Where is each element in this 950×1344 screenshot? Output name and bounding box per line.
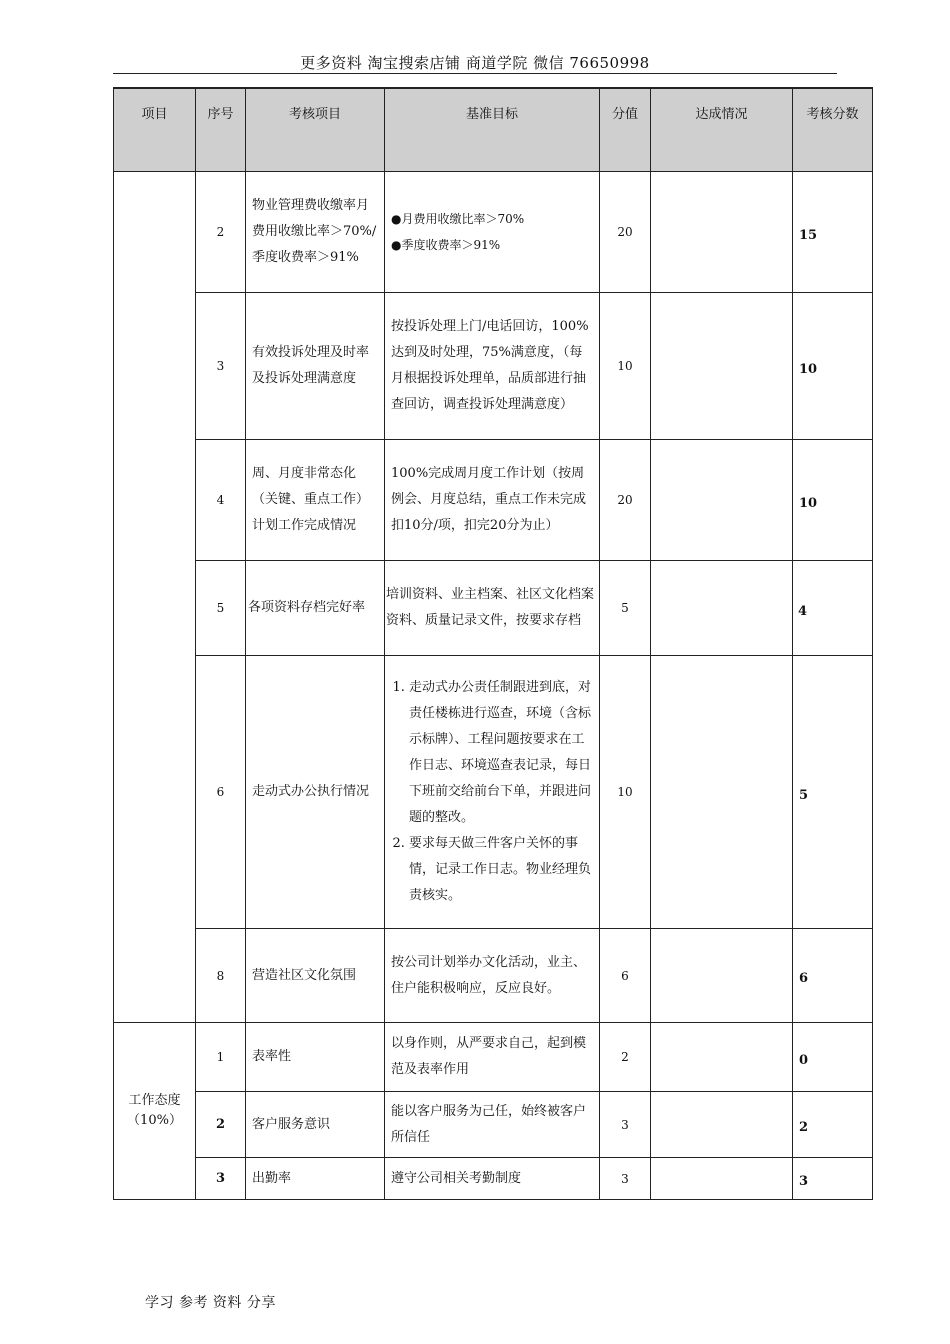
achieved-cell (651, 1092, 793, 1158)
result-cell: 4 (793, 561, 873, 656)
item-cell: 各项资料存档完好率 (246, 561, 385, 656)
column-header-score: 分值 (600, 88, 651, 172)
result-cell: 5 (793, 656, 873, 929)
target-line: ●季度收费率＞91% (391, 238, 501, 252)
column-header-category: 项目 (114, 88, 196, 172)
target-cell: 100%完成周月度工作计划（按周例会、月度总结，重点工作未完成扣10分/项，扣完20分为止） (385, 440, 600, 561)
assessment-table (113, 87, 873, 1200)
table-row (114, 561, 873, 656)
target-line: ●月费用收缴比率＞70% (391, 212, 525, 226)
score-cell: 20 (600, 172, 651, 293)
seq-cell: 5 (196, 561, 246, 656)
score-cell: 5 (600, 561, 651, 656)
target-cell: 培训资料、业主档案、社区文化档案资料、质量记录文件，按要求存档 (385, 561, 600, 656)
seq-cell: 3 (196, 1158, 246, 1200)
column-header-item: 考核项目 (246, 88, 385, 172)
item-cell: 营造社区文化氛围 (246, 929, 385, 1023)
target-cell: 遵守公司相关考勤制度 (385, 1158, 600, 1200)
column-header-result: 考核分数 (793, 88, 873, 172)
column-header-achieved: 达成情况 (651, 88, 793, 172)
category-cell: 工作态度（10%） (114, 1023, 196, 1200)
category-cell-empty (114, 172, 196, 1023)
item-cell: 周、月度非常态化（关键、重点工作）计划工作完成情况 (246, 440, 385, 561)
result-cell: 6 (793, 929, 873, 1023)
table-row (114, 1092, 873, 1158)
target-cell (385, 172, 600, 293)
target-cell: 按公司计划举办文化活动，业主、住户能积极响应，反应良好。 (385, 929, 600, 1023)
achieved-cell (651, 656, 793, 929)
item-cell: 客户服务意识 (246, 1092, 385, 1158)
seq-cell: 1 (196, 1023, 246, 1092)
item-cell: 有效投诉处理及时率及投诉处理满意度 (246, 293, 385, 440)
target-step: 2. 要求每天做三件客户关怀的事情，记录工作日志。物业经理负责核实。 (409, 831, 593, 909)
achieved-cell (651, 929, 793, 1023)
achieved-cell (651, 1158, 793, 1200)
table-row (114, 1023, 873, 1092)
seq-cell: 2 (196, 172, 246, 293)
header-divider (113, 73, 837, 74)
seq-cell: 8 (196, 929, 246, 1023)
score-cell: 3 (600, 1158, 651, 1200)
item-cell: 出勤率 (246, 1158, 385, 1200)
item-cell: 走动式办公执行情况 (246, 656, 385, 929)
score-cell: 3 (600, 1092, 651, 1158)
score-cell: 6 (600, 929, 651, 1023)
result-cell: 3 (793, 1158, 873, 1200)
achieved-cell (651, 561, 793, 656)
item-cell: 表率性 (246, 1023, 385, 1092)
page-header: 更多资料 淘宝搜索店铺 商道学院 微信 76650998 (300, 54, 650, 72)
result-cell: 2 (793, 1092, 873, 1158)
target-steps-list (391, 675, 593, 909)
target-cell: 按投诉处理上门/电话回访，100%达到及时处理，75%满意度，（每月根据投诉处理单，品质部进行抽查回访，调查投诉处理满意度） (385, 293, 600, 440)
column-header-target: 基准目标 (385, 88, 600, 172)
score-cell: 10 (600, 293, 651, 440)
result-cell: 0 (793, 1023, 873, 1092)
achieved-cell (651, 293, 793, 440)
table-row (114, 172, 873, 293)
target-cell (385, 656, 600, 929)
column-header-seq: 序号 (196, 88, 246, 172)
target-step: 1. 走动式办公责任制跟进到底，对责任楼栋进行巡查，环境（含标示标牌）、工程问题按要求在工作日志、环境巡查表记录，每日下班前交给前台下单，并跟进问题的整改。 (409, 675, 593, 831)
result-cell: 10 (793, 293, 873, 440)
achieved-cell (651, 172, 793, 293)
table-row (114, 929, 873, 1023)
page-footer: 学习 参考 资料 分享 (145, 1295, 276, 1311)
item-cell: 物业管理费收缴率月费用收缴比率＞70%/季度收费率＞91% (246, 172, 385, 293)
table-header-row (114, 88, 873, 172)
seq-cell: 2 (196, 1092, 246, 1158)
achieved-cell (651, 1023, 793, 1092)
target-cell: 能以客户服务为己任，始终被客户所信任 (385, 1092, 600, 1158)
score-cell: 2 (600, 1023, 651, 1092)
result-cell: 10 (793, 440, 873, 561)
seq-cell: 6 (196, 656, 246, 929)
target-cell: 以身作则，从严要求自己，起到模范及表率作用 (385, 1023, 600, 1092)
table-row (114, 656, 873, 929)
table-row (114, 1158, 873, 1200)
table-row (114, 440, 873, 561)
table-row (114, 293, 873, 440)
achieved-cell (651, 440, 793, 561)
score-cell: 20 (600, 440, 651, 561)
score-cell: 10 (600, 656, 651, 929)
seq-cell: 4 (196, 440, 246, 561)
result-cell: 15 (793, 172, 873, 293)
seq-cell: 3 (196, 293, 246, 440)
